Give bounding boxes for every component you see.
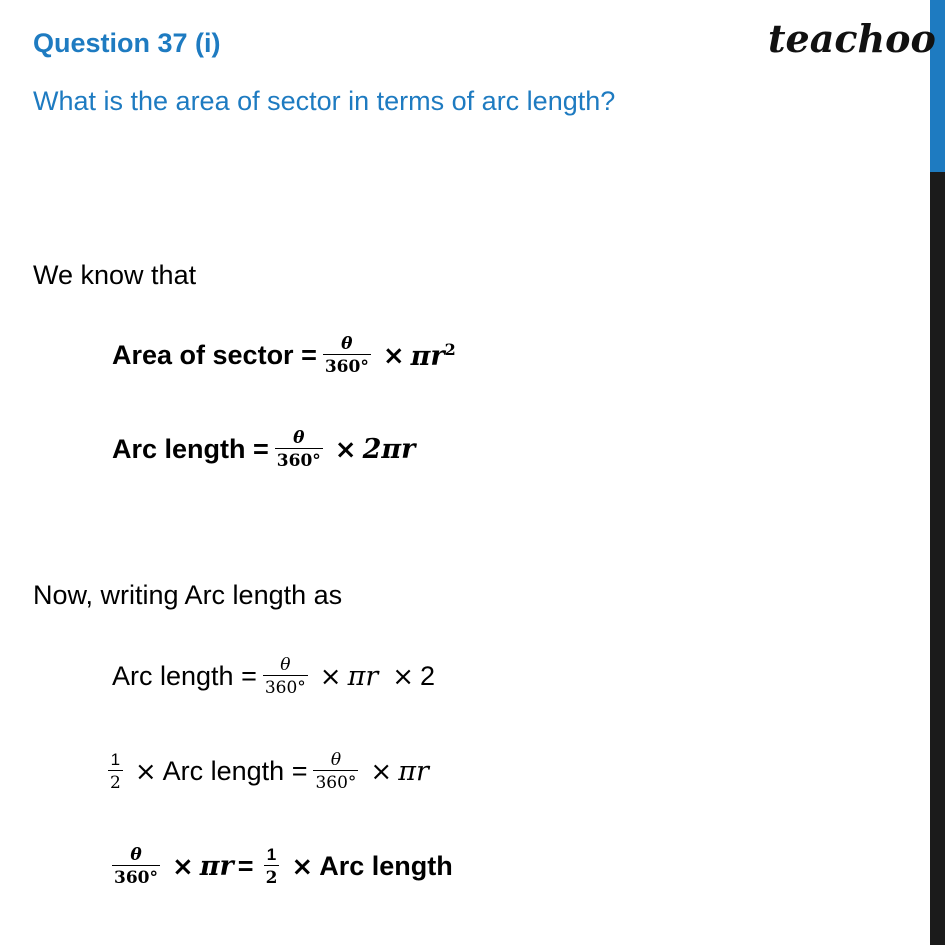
step-3 bbox=[112, 845, 453, 888]
step3-fraction bbox=[112, 845, 160, 888]
area-fraction bbox=[323, 334, 371, 377]
fraction-numerator: 1 bbox=[266, 845, 277, 864]
times-symbol: × bbox=[319, 661, 342, 692]
step-1 bbox=[112, 655, 435, 698]
area-rhs: $\pi r^2$ bbox=[410, 339, 456, 372]
area-formula bbox=[112, 334, 456, 377]
times-symbol: × bbox=[291, 851, 314, 882]
times-symbol: × bbox=[392, 661, 415, 692]
fraction-denominator: 360° bbox=[313, 770, 358, 793]
fraction-denominator: 2 bbox=[264, 865, 280, 888]
question-title: Question 37 (i) bbox=[33, 28, 221, 58]
intro-text: We know that bbox=[33, 260, 197, 290]
step3-label: Arc length bbox=[319, 851, 453, 881]
factor-two: 2 bbox=[420, 661, 436, 691]
fraction-denominator: 2 bbox=[108, 770, 123, 793]
equals-sign: = bbox=[237, 851, 254, 881]
pi-r: πr bbox=[398, 756, 429, 787]
arc-formula-label: Arc length = bbox=[112, 434, 269, 464]
times-symbol: × bbox=[370, 756, 393, 787]
fraction-numerator: θ bbox=[130, 845, 142, 865]
exponent: 2 bbox=[444, 339, 456, 359]
fraction-denominator: 360° bbox=[275, 448, 323, 471]
arc-fraction bbox=[275, 428, 323, 471]
fraction-numerator: θ bbox=[341, 334, 353, 354]
step2-fraction bbox=[313, 750, 358, 793]
fraction-denominator: 360° bbox=[323, 354, 371, 377]
times-symbol: × bbox=[334, 434, 357, 465]
half-fraction bbox=[108, 750, 123, 793]
step2-label: Arc length = bbox=[162, 756, 308, 786]
step-2 bbox=[108, 750, 429, 793]
area-formula-label: Area of sector = bbox=[112, 340, 317, 370]
step1-label: Arc length = bbox=[112, 661, 257, 691]
pi-r: πr bbox=[347, 661, 379, 692]
times-symbol: × bbox=[134, 756, 157, 787]
fraction-numerator: θ bbox=[293, 428, 305, 448]
half-fraction bbox=[264, 845, 280, 888]
fraction-numerator: θ bbox=[330, 750, 342, 770]
pi-r: πr bbox=[199, 851, 234, 882]
times-symbol: × bbox=[172, 851, 194, 882]
fraction-numerator: 1 bbox=[110, 750, 121, 769]
fraction-denominator: 360° bbox=[263, 675, 308, 698]
fraction-numerator: θ bbox=[280, 655, 291, 675]
now-text: Now, writing Arc length as bbox=[33, 580, 343, 610]
fraction-denominator: 360° bbox=[112, 865, 160, 888]
arc-formula bbox=[112, 428, 415, 471]
arc-rhs: 2πr bbox=[362, 434, 416, 465]
question-text: What is the area of sector in terms of arc length? bbox=[33, 86, 616, 116]
times-symbol: × bbox=[382, 340, 405, 371]
step1-fraction bbox=[263, 655, 308, 698]
teachoo-logo: teachoo bbox=[768, 16, 936, 61]
